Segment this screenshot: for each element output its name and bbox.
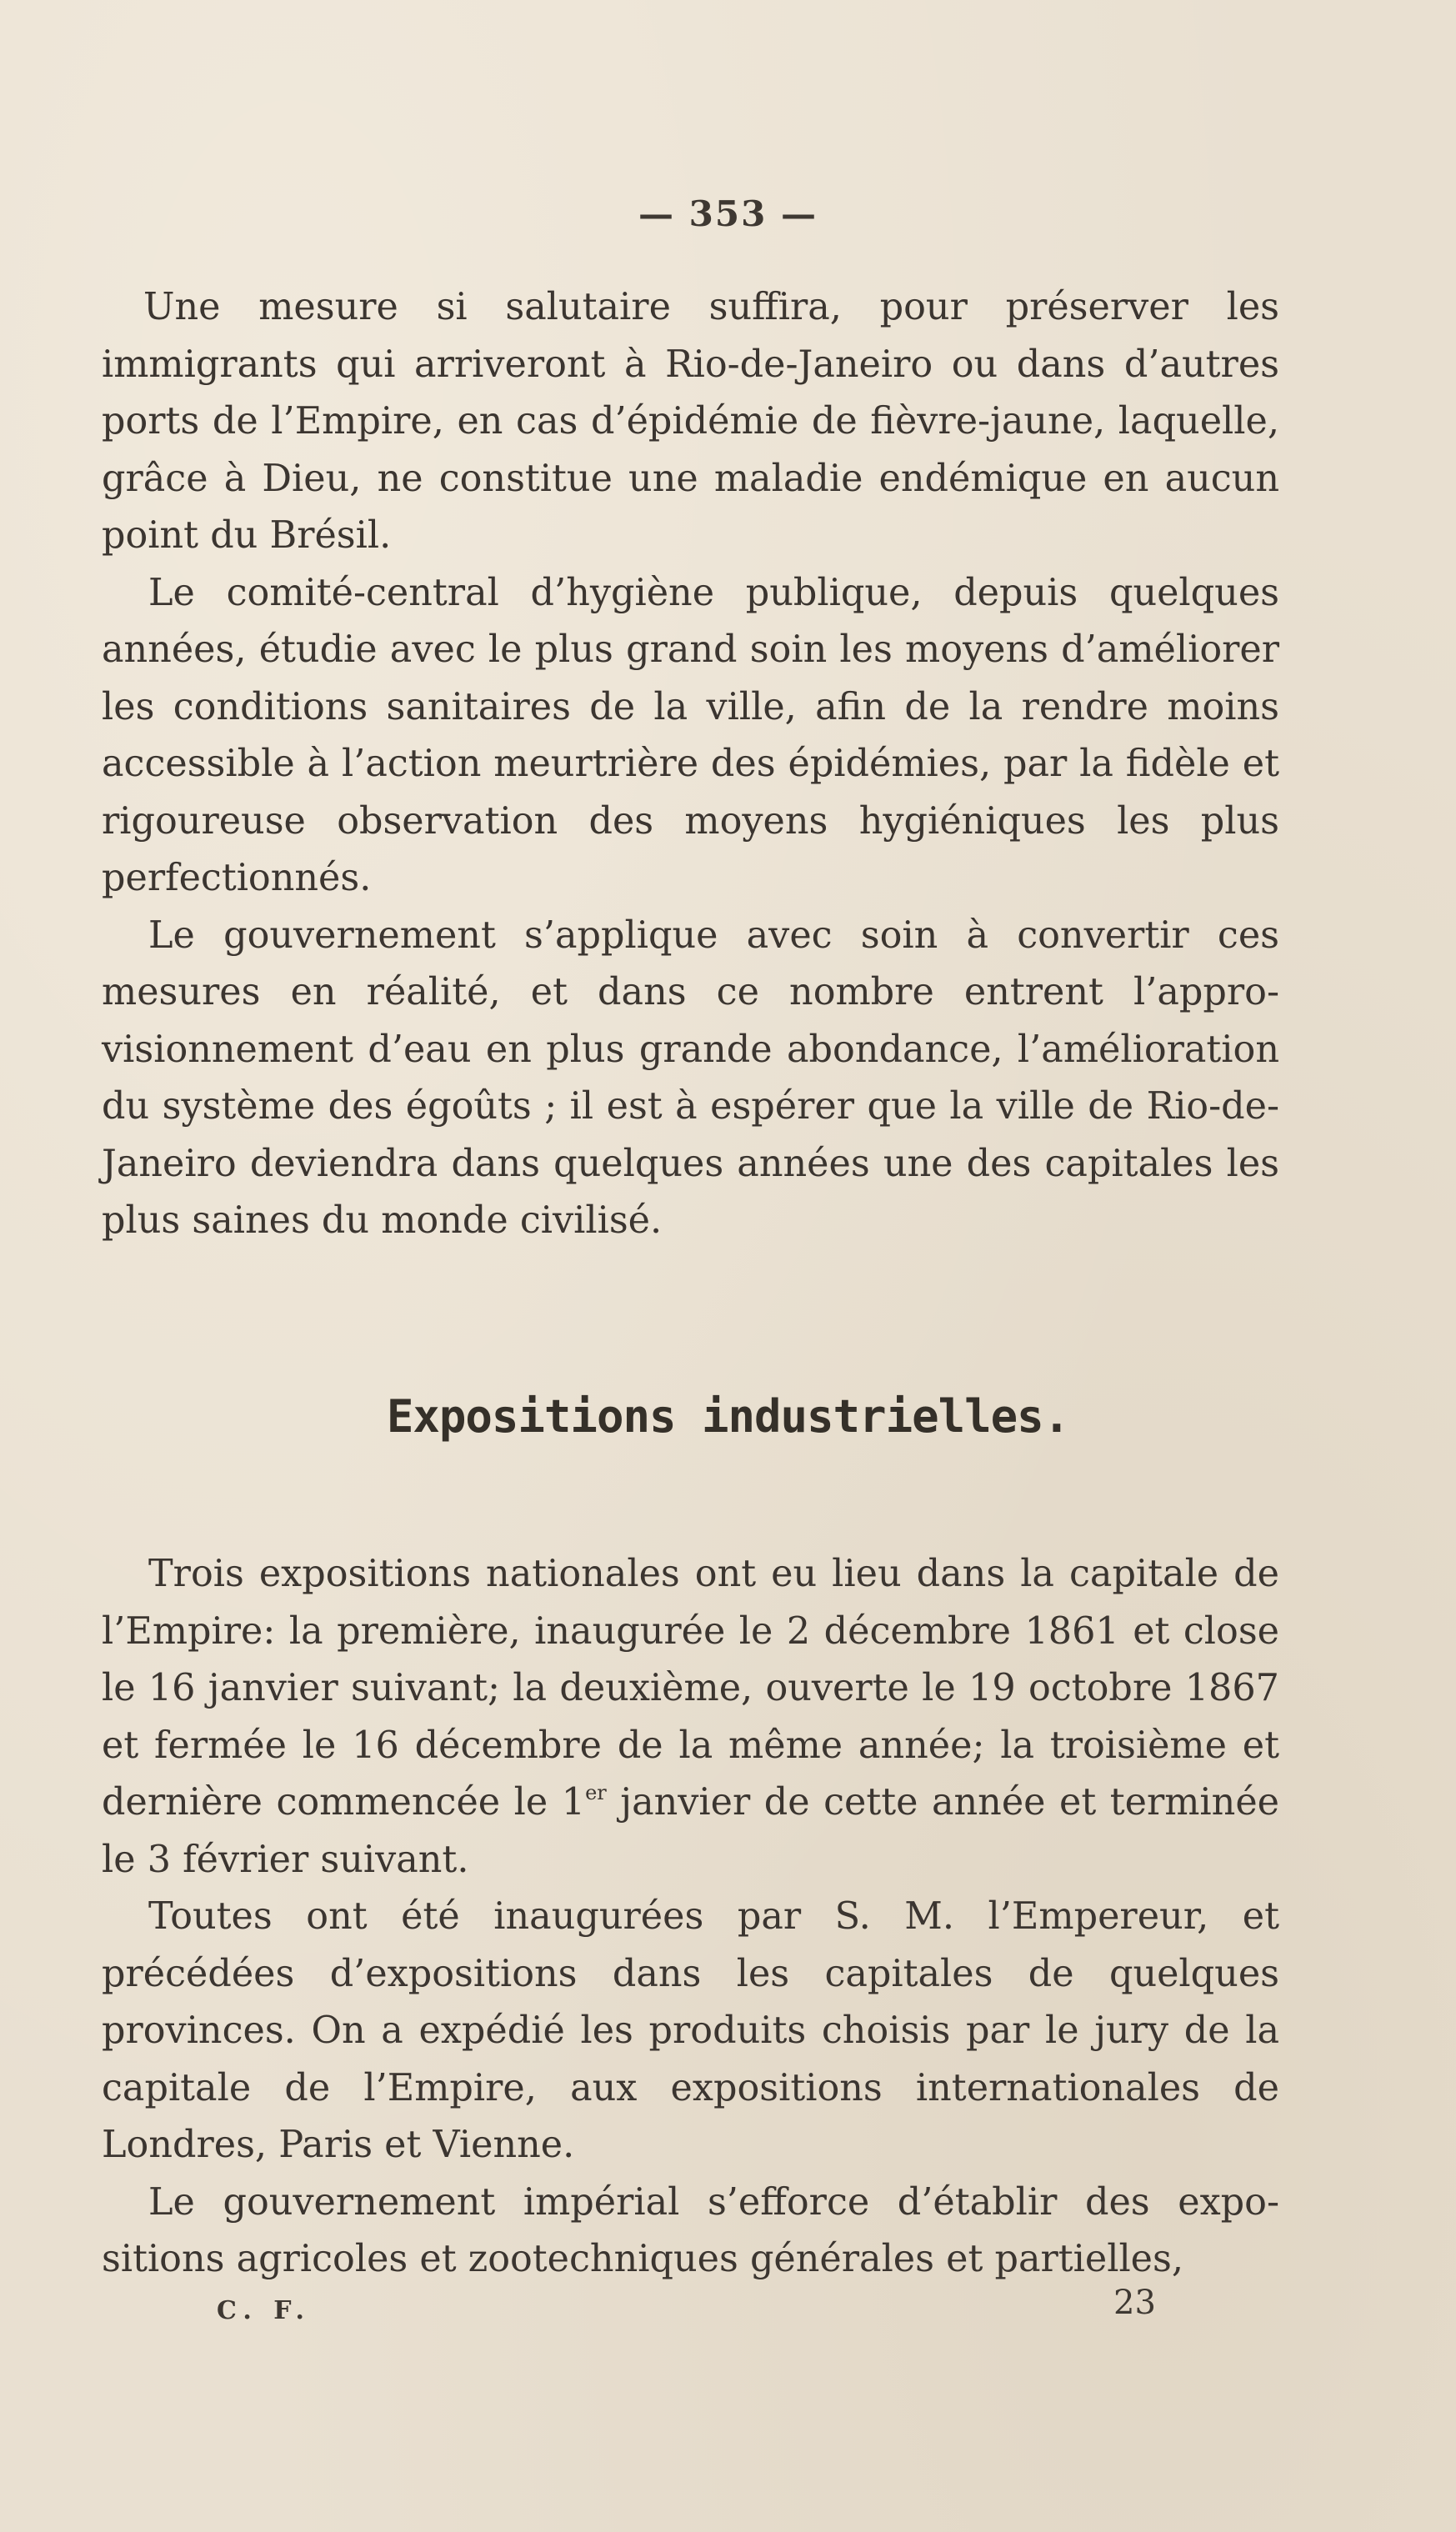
paragraph-government-measures: Le gouvernement s’applique avec soin à convertir ces mesures en réalité, et dans ce nombre entrent l’approvisionnement d’eau en plus grande abondance, l’amélioration du système des égoûts ; il est à espérer que la ville de Rio-de-Janeiro deviendra dans quelques années une des capitales les plus saines du monde civilisé. bbox=[102, 913, 1279, 1242]
paragraph-agricultural: Le gouvernement impérial s’efforce d’établir des expositions agricoles et zootechniques générales et partielles, bbox=[102, 2180, 1279, 2280]
sanitation-section bbox=[102, 279, 1279, 1250]
page-number: — 353 — bbox=[638, 193, 818, 234]
sheet-number: 23 bbox=[1113, 2284, 1156, 2322]
paragraph-text-part: Trois expositions nationales ont eu lieu dans la capitale de l’Empire: la première, inaugurée le 2 décembre 1861 et close le 16 janvier suivant; la deuxième, ouverte le 19 octobre 1867 et fermée le 16 décembre de la même année; la troisième et dernière commencée le 1 bbox=[102, 1553, 1279, 1824]
signature-mark: C. F. bbox=[217, 2296, 311, 2325]
section-heading: Expositions industrielles. bbox=[386, 1390, 1070, 1443]
paragraph-text-part: janvier de cette année et terminée le 3 février suivant. bbox=[102, 1781, 1279, 1881]
paragraph-inaugurated: Toutes ont été inaugurées par S. M. l’Empereur, et précédées d’expositions dans les capitales de quelques provinces. On a expédié les produits choisis par le jury de la capitale de l’Empire, aux expositions internationales de Londres, Paris et Vienne. bbox=[102, 1895, 1279, 2166]
expositions-section bbox=[102, 1546, 1279, 2289]
ordinal-superscript: er bbox=[585, 1781, 607, 1804]
paragraph-immigrants: Une mesure si salutaire suffira, pour préserver les immigrants qui arriveront à Rio-de-Janeiro ou dans d’autres ports de l’Empire, en cas d’épidémie de fièvre-jaune, laquelle, grâce à Dieu, ne constitue une maladie endémique en aucun point du Brésil. bbox=[102, 286, 1279, 557]
paragraph-three-expositions bbox=[102, 1546, 1279, 1889]
paragraph-hygiene-committee: Le comité-central d’hygiène publique, depuis quelques années, étudie avec le plus grand soin les moyens d’améliorer les conditions sanitaires de la ville, afin de la rendre moins accessible à l’action meurtrière des épidémies, par la fidèle et rigoureuse observation des moyens hygiéniques les plus perfectionnés. bbox=[102, 571, 1279, 899]
